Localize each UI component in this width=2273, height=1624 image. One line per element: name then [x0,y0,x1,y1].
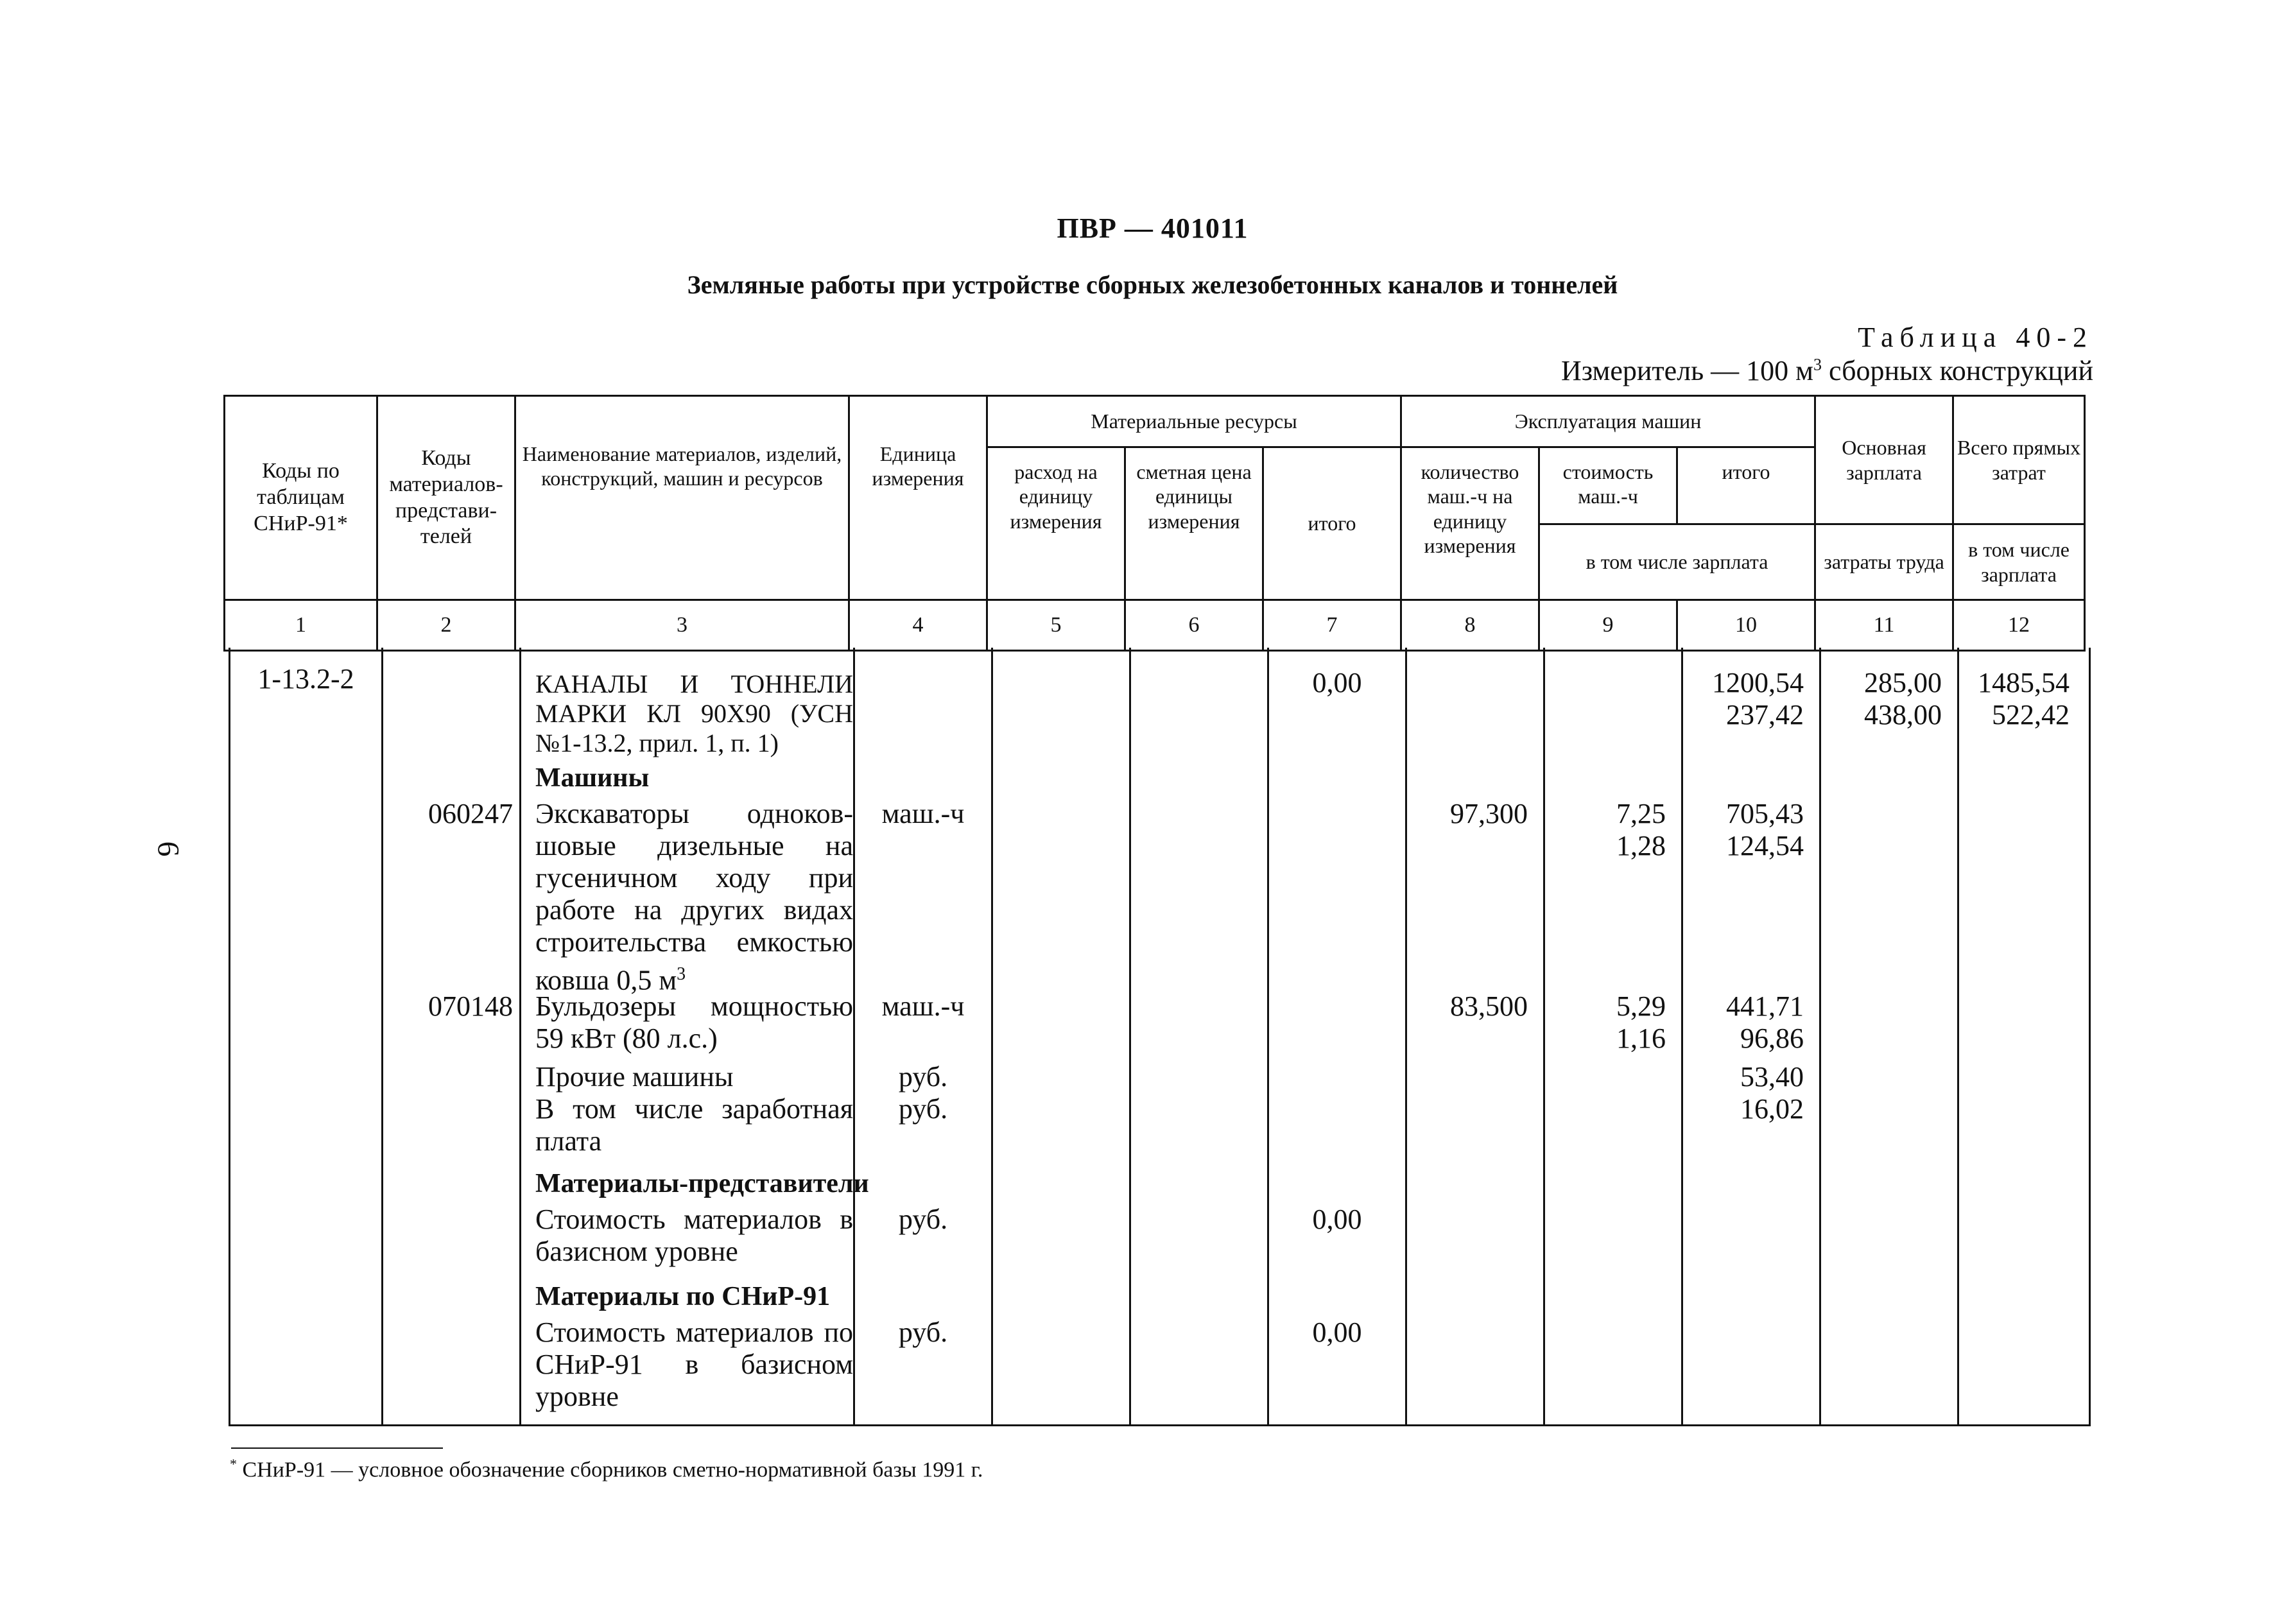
other-machines-name: Прочие машины [535,1061,734,1093]
document-title: Земляные работы при устройстве сборных железобетонных каналов и тоннелей [687,270,1618,299]
col-number-8: 8 [1401,600,1539,651]
col-number-6: 6 [1125,600,1263,651]
materials-rep-heading: Материалы-представители [535,1169,869,1198]
other-machines-total: 53,40 [1740,1061,1804,1093]
bulldozer-name: Бульдозеры мощностью 59 кВт (80 л.с.) [535,990,853,1054]
code-snir: 1-13.2-2 [257,663,354,695]
materials-snir-unit: руб. [898,1317,948,1348]
bulldozer-code: 070148 [428,990,513,1022]
bulldozer-total-salary: 96,86 [1740,1023,1804,1054]
excavator-total: 705,43 [1726,798,1804,829]
materials-snir-name: Стоимость материалов по СНиР-91 в базисном уровне [535,1317,853,1412]
header-col1: Коды по таблицам СНиР-91* [225,396,377,600]
col-number-7: 7 [1263,600,1401,651]
footnote [230,1456,983,1482]
col-number-4: 4 [849,600,987,651]
item-direct-total: 1485,54 [1978,667,2070,698]
excavator-name: Экскаваторы одноков-шовые дизельные на гусеничном ходу при работе на других видах строительства емкостью ковша 0,5 $м^3$ [535,798,853,996]
col-number-3: 3 [515,600,849,651]
side-page-number: 6 [151,841,186,857]
header-col3: Наименование материалов, изделий, конструкций, машин и ресурсов [515,396,849,600]
cost-table-body [229,648,2091,1426]
col-number-9: 9 [1539,600,1677,651]
table-measure: Измеритель — 100 $м^3$ сборных конструкций [1560,355,2093,386]
header-col8: количество маш.-ч на единицу измерения [1401,447,1539,600]
header-col12-bottom: в том числе зарплата [1953,524,2085,600]
other-machines-unit: руб. [898,1061,948,1093]
bulldozer-cost-salary: 1,16 [1616,1023,1666,1054]
header-col12-top: Всего прямых затрат [1953,396,2085,524]
header-machine-sub: в том числе зарплата [1539,524,1815,600]
materials-cost-name: Стоимость материалов в базисном уровне [535,1204,853,1267]
materials-snir-heading: Материалы по СНиР-91 [535,1282,831,1311]
materials-cost-unit: руб. [898,1204,948,1235]
header-col11-top: Основная зарплата [1815,396,1953,524]
excavator-unit: маш.-ч [881,798,965,829]
other-salary-total: 16,02 [1740,1093,1804,1125]
header-col9: стоимость маш.-ч [1539,447,1677,524]
header-material-group: Материальные ресурсы [987,396,1401,447]
bulldozer-unit: маш.-ч [881,990,965,1022]
item-direct-salary: 522,42 [1992,699,2070,730]
table-label: Таблица 40-2 [1858,322,2093,353]
header-col10: итого [1677,447,1815,524]
machines-heading: Машины [535,763,650,793]
header-col11-bottom: затраты труда [1815,524,1953,600]
item-machines-total: 1200,54 [1712,667,1804,698]
item-title: КАНАЛЫ И ТОННЕЛИ МАРКИ КЛ 90Х90 (УСН №1-13.2, прил. 1, п. 1) [535,669,853,757]
header-col6: сметная цена единицы измерения [1125,447,1263,600]
header-machine-group: Эксплуатация машин [1401,396,1815,447]
excavator-code: 060247 [428,798,513,829]
footnote-text: СНиР-91 — условное обозначение сборников сметно-нормативной базы 1991 г. [242,1458,983,1482]
cost-table-header [223,395,2086,652]
col-number-5: 5 [987,600,1125,651]
materials-cost-total: 0,00 [1312,1204,1362,1235]
excavator-total-salary: 124,54 [1726,830,1804,861]
footnote-rule [231,1447,443,1449]
header-col2: Коды материалов-представи-телей [377,396,515,600]
item-base-salary: 285,00 [1864,667,1942,698]
materials-snir-total: 0,00 [1312,1317,1362,1348]
col-number-10: 10 [1677,600,1815,651]
other-salary-name: В том числе заработная плата [535,1093,853,1157]
header-col7: итого [1263,447,1401,600]
item-labor: 438,00 [1864,699,1942,730]
bulldozer-hours: 83,500 [1450,990,1528,1022]
header-col5: расход на единицу измерения [987,447,1125,600]
item-machines-salary: 237,42 [1726,699,1804,730]
other-salary-unit: руб. [898,1093,948,1125]
col-number-11: 11 [1815,600,1953,651]
item-materials-total: 0,00 [1312,667,1362,698]
document-code: ПВР — 401011 [1057,212,1249,244]
excavator-hours: 97,300 [1450,798,1528,829]
col-number-2: 2 [377,600,515,651]
excavator-cost: 7,25 [1616,798,1666,829]
col-number-1: 1 [225,600,377,651]
col-number-12: 12 [1953,600,2085,651]
header-col4: Единица измерения [849,396,987,600]
excavator-cost-salary: 1,28 [1616,830,1666,861]
bulldozer-cost: 5,29 [1616,990,1666,1022]
footnote-mark: * [230,1456,237,1472]
bulldozer-total: 441,71 [1726,990,1804,1022]
